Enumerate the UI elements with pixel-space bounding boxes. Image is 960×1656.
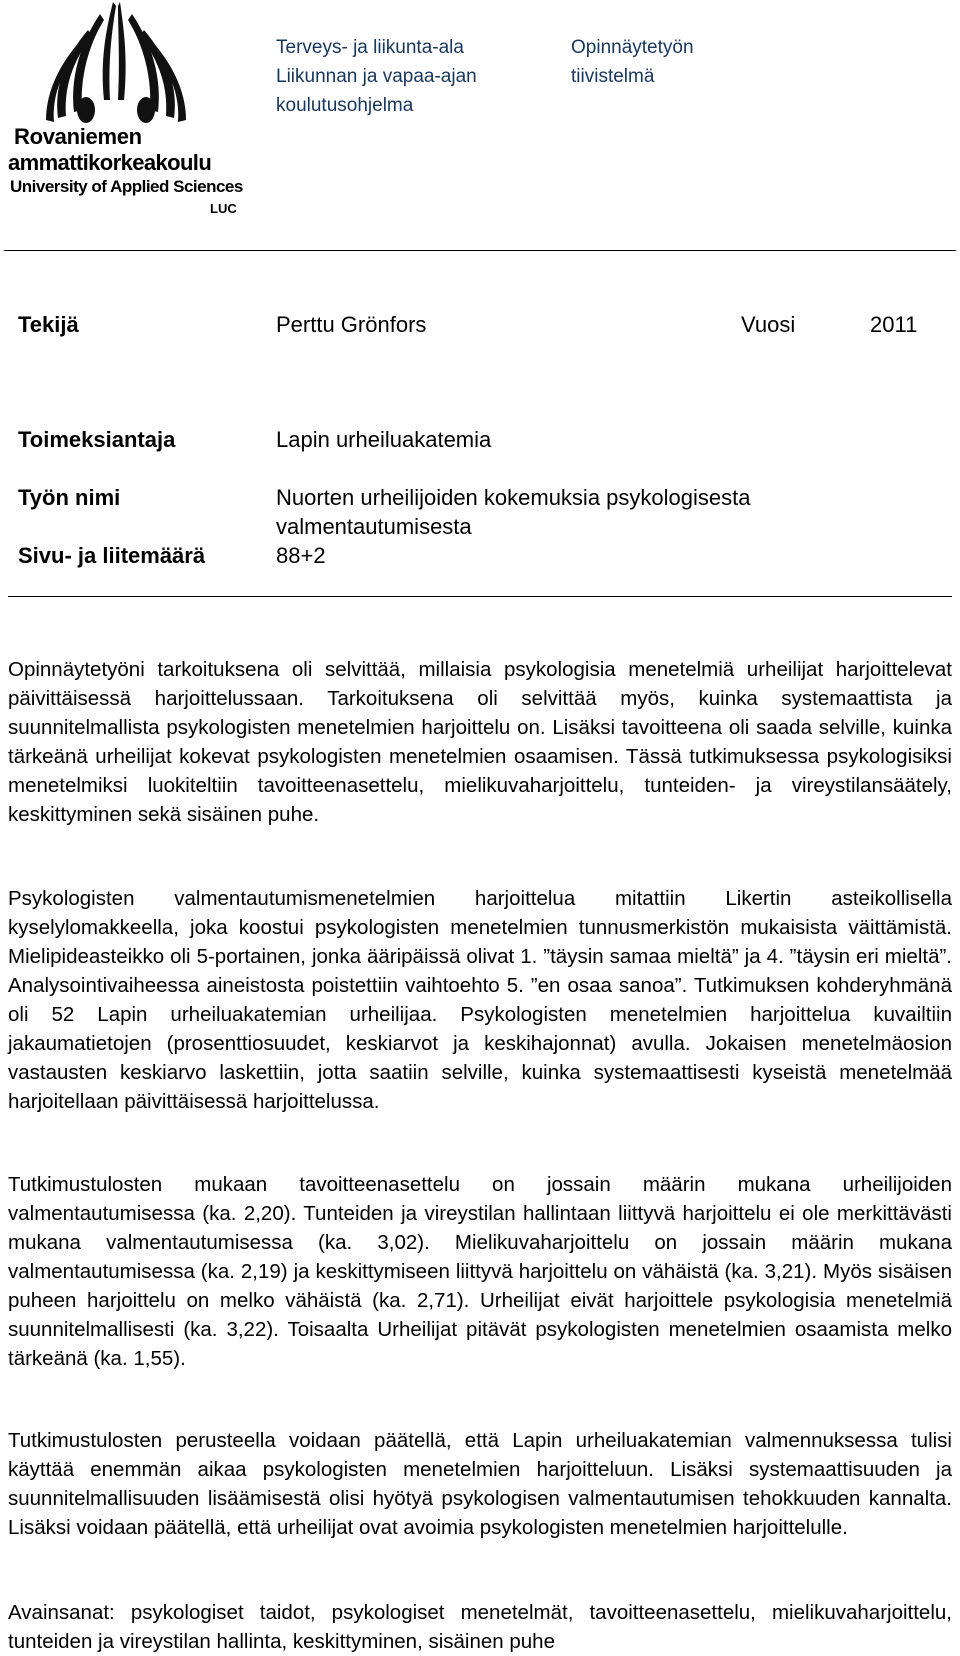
logo-text-university: University of Applied Sciences <box>10 177 243 196</box>
abstract-paragraph-2-text: Psykologisten valmentautumismenetelmien harjoittelua mitattiin Likertin asteikollisella kyselylomakkeella, joka koostui psykologisten menetelmien tunnusmerkistön mukaisista väittämistä. Mielipideasteikko oli 5-portainen, jonka ääripäissä olivat 1. ”täysin samaa mieltä” ja 4. ”täysin eri mieltä”. Analysointivaiheessa aineistosta poistettiin vaihtoehto 5. ”en osaa sanoa”. Tutkimuksen kohderyhmänä oli 52 Lapin urheiluakatemian urheilijaa. Psykologisten menetelmien harjoittelua kuvailtiin jakaumatietojen (prosenttiosuudet, keskiarvot ja keskihajonnat) avulla. Jokaisen menetelmäosion vastausten keskiarvo laskettiin, jotta saatiin selville, kuinka systemaattisesti kyseistä menetelmää harjoitellaan päivittäisessä harjoittelussa. <box>8 887 952 1113</box>
thesis-title-label: Työn nimi <box>18 485 121 510</box>
abstract-paragraph-4-text: Tutkimustulosten perusteella voidaan päätellä, että Lapin urheiluakatemian valmennuksessa tulisi käyttää enemmän aikaa psykologisten menetelmien harjoitteluun. Lisäksi systemaattisuuden ja suunnitelmallisuuden lisäämisestä olisi hyötyä psykologisen valmentautumisen tehokkuuden kannalta. Lisäksi voidaan päätellä, että urheilijat ovat avoimia psykologisten menetelmien harjoittelulle. <box>8 1429 952 1539</box>
client-value: Lapin urheiluakatemia <box>276 427 492 452</box>
author-label: Tekijä <box>18 312 79 337</box>
header-document-type-line: tiivistelmä <box>571 66 655 87</box>
author-value: Perttu Grönfors <box>276 312 427 337</box>
header-department-line: Liikunnan ja vapaa-ajan <box>276 66 477 87</box>
meta-divider <box>8 596 952 597</box>
header-document-type <box>571 33 771 91</box>
abstract-paragraph-4 <box>8 1426 952 1542</box>
pages-value: 88+2 <box>276 543 326 568</box>
keywords-text: Avainsanat: psykologiset taidot, psykologiset menetelmät, tavoitteenasettelu, mielikuvaharjoittelu, tunteiden ja vireystilan hallinta, keskittyminen, sisäinen puhe <box>8 1601 952 1653</box>
header-divider <box>4 250 956 251</box>
thesis-title-value-cont: valmentautumisesta <box>276 514 472 539</box>
keywords <box>8 1598 952 1656</box>
header-department-line: Terveys- ja liikunta-ala <box>276 37 464 58</box>
abstract-paragraph-3 <box>8 1170 952 1373</box>
abstract-paragraph-3-text: Tutkimustulosten mukaan tavoitteenasettelu on jossain määrin mukana urheilijoiden valmentautumisessa (ka. 2,20). Tunteiden ja vireystilan hallintaan liittyvä harjoittelu ei ole merkittävästi mukana valmentautumisessa (ka. 3,02). Mielikuvaharjoittelu on jossain määrin mukana valmentautumisessa (ka. 2,19) ja keskittymiseen liittyvä harjoittelu on vähäistä (ka. 3,21). Myös sisäisen puheen harjoittelu on melko vähäistä (ka. 2,71). Urheilijat eivät harjoittele psykologisia menetelmiä suunnitelmallisesti (ka. 3,22). Toisaalta Urheilijat pitävät psykologisten menetelmien osaamista melko tärkeänä (ka. 1,55). <box>8 1173 952 1370</box>
logo-text-rovaniemen: Rovaniemen <box>14 124 142 149</box>
header-department-line: koulutusohjelma <box>276 95 414 116</box>
abstract-paragraph-1 <box>8 655 952 829</box>
abstract-paragraph-2 <box>8 884 952 1116</box>
logo-text-ammattikorkeakoulu: ammattikorkeakoulu <box>8 150 212 175</box>
year-label: Vuosi <box>741 312 796 337</box>
header-department <box>276 33 566 120</box>
logo-text-luc: LUC <box>210 201 237 216</box>
abstract-paragraph-1-text: Opinnäytetyöni tarkoituksena oli selvittää, millaisia psykologisia menetelmiä urheilijat harjoittelevat päivittäisessä harjoittelussaan. Tarkoituksena oli selvittää myös, kuinka systemaattista ja suunnitelmallista psykologisten menetelmien harjoittelu on. Lisäksi tavoitteena oli saada selville, kuinka tärkeänä urheilijat kokevat psykologisten menetelmien osaamisen. Tässä tutkimuksessa psykologisiksi menetelmiksi luokiteltiin tavoitteenasettelu, mielikuvaharjoittelu, tunteiden- ja vireystilansäätely, keskittyminen sekä sisäinen puhe. <box>8 658 952 826</box>
year-value: 2011 <box>870 312 918 337</box>
client-label: Toimeksiantaja <box>18 427 176 452</box>
flame-emblem-icon <box>8 0 240 125</box>
thesis-title-value: Nuorten urheilijoiden kokemuksia psykologisesta <box>276 485 751 510</box>
header-document-type-line: Opinnäytetyön <box>571 37 694 58</box>
pages-label: Sivu- ja liitemäärä <box>18 543 206 568</box>
